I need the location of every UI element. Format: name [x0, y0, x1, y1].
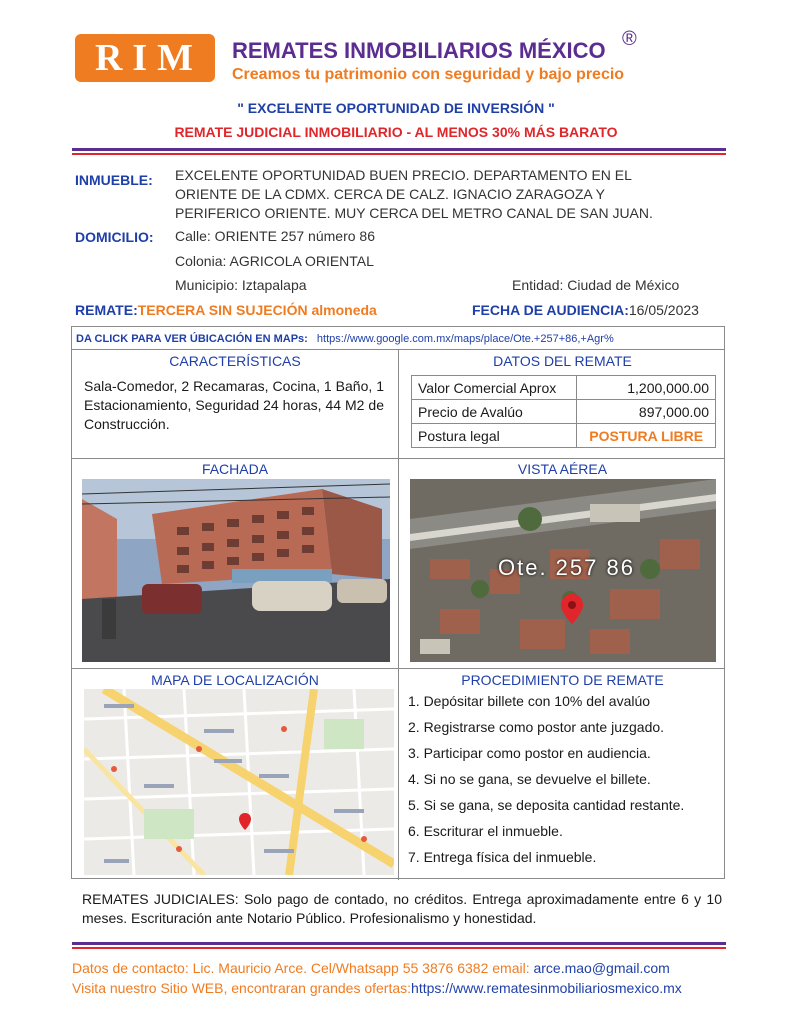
brand-tagline: Creamos tu patrimonio con seguridad y bajo precio — [232, 66, 625, 83]
procedimiento-title: PROCEDIMIENTO DE REMATE — [461, 672, 664, 688]
vista-overlay-label: Ote. 257 86 — [498, 555, 635, 580]
location-pin-icon — [561, 594, 583, 624]
headline-remate: REMATE JUDICIAL INMOBILIARIO - AL MENOS 30% MÁS BARATO — [174, 124, 618, 140]
datos-table — [411, 375, 716, 448]
remate-value: TERCERA SIN SUJECIÓN almoneda — [137, 302, 377, 318]
table-row — [412, 424, 716, 448]
fecha-value: 16/05/2023 — [628, 302, 699, 318]
domicilio-calle: Calle: ORIENTE 257 número 86 — [175, 228, 375, 244]
domicilio-colonia: Colonia: AGRICOLA ORIENTAL — [175, 253, 374, 269]
list-item: 5. Si se gana, se deposita cantidad restante. — [408, 797, 685, 813]
info-grid — [71, 326, 725, 879]
list-item: 7. Entrega física del inmueble. — [408, 849, 597, 865]
contact-email[interactable]: arce.mao@gmail.com — [533, 960, 670, 976]
procedimiento-list — [408, 693, 684, 875]
caracteristicas-text: Sala-Comedor, 2 Recamaras, Cocina, 1 Baño, 1 Estacionamiento, Seguridad 24 horas, 44 M2 de Construcción. — [84, 378, 384, 432]
inmueble-line-1: EXCELENTE OPORTUNIDAD BUEN PRECIO. DEPARTAMENTO EN EL — [175, 167, 632, 183]
map-link-row — [76, 333, 614, 345]
fachada-photo — [82, 479, 390, 662]
fecha-label: FECHA DE AUDIENCIA: — [472, 302, 629, 318]
datos-title: DATOS DEL REMATE — [493, 353, 632, 369]
fecha-row — [472, 302, 699, 318]
divider-top — [72, 148, 726, 155]
table-row — [412, 400, 716, 424]
footer-note: REMATES JUDICIALES: Solo pago de contado, no créditos. Entrega aproximadamente entre 6 y 10 meses. Escrituración ante Notario Público. Profesionalismo y honestidad. — [82, 891, 722, 926]
rim-logo: RIM — [75, 34, 215, 82]
contact-prefix: Datos de contacto: Lic. Mauricio Arce. Cel/Whatsapp 55 3876 6382 email: — [72, 960, 534, 976]
datos-label: Postura legal — [412, 424, 577, 448]
inmueble-label: INMUEBLE: — [75, 172, 153, 188]
list-item: 3. Participar como postor en audiencia. — [408, 745, 651, 761]
inmueble-line-3: PERIFERICO ORIENTE. MUY CERCA DEL METRO CANAL DE SAN JUAN. — [175, 205, 653, 221]
remate-label: REMATE: — [75, 302, 138, 318]
website-line — [72, 980, 682, 996]
inmueble-line-2: ORIENTE DE LA CDMX. CERCA DE CALZ. IGNACIO ZARAGOZA Y — [175, 186, 605, 202]
domicilio-entidad: Entidad: Ciudad de México — [512, 277, 680, 293]
list-item: 1. Depósitar billete con 10% del avalúo — [408, 693, 651, 709]
contact-line — [72, 960, 670, 976]
website-link[interactable]: https://www.rematesinmobiliariosmexico.mx — [411, 980, 682, 996]
mapa-localizacion[interactable] — [84, 689, 394, 875]
table-row — [412, 376, 716, 400]
registered-mark: ® — [622, 28, 637, 50]
datos-label: Precio de Avalúo — [412, 400, 577, 424]
domicilio-municipio: Municipio: Iztapalapa — [175, 277, 307, 293]
list-item: 4. Si no se gana, se devuelve el billete. — [408, 771, 651, 787]
map-link[interactable]: https://www.google.com.mx/maps/place/Ote.+257+86,+Agr% — [316, 333, 614, 345]
domicilio-label: DOMICILIO: — [75, 229, 154, 245]
website-prefix: Visita nuestro Sitio WEB, encontraran grandes ofertas: — [72, 980, 412, 996]
map-link-label: DA CLICK PARA VER ÚBICACIÓN EN MAPs: — [76, 333, 308, 345]
divider-bottom — [72, 942, 726, 949]
brand-title: REMATES INMOBILIARIOS MÉXICO — [232, 38, 606, 63]
vista-aerea-photo — [410, 479, 716, 662]
headline-opportunity: " EXCELENTE OPORTUNIDAD DE INVERSIÓN " — [237, 100, 555, 116]
remate-row — [75, 302, 377, 318]
datos-value-postura: POSTURA LIBRE — [577, 424, 716, 448]
datos-value: 897,000.00 — [577, 400, 716, 424]
list-item: 6. Escriturar el inmueble. — [408, 823, 563, 839]
fachada-title: FACHADA — [201, 461, 269, 477]
mapa-title: MAPA DE LOCALIZACIÓN — [151, 672, 319, 688]
list-item: 2. Registrarse como postor ante juzgado. — [408, 719, 665, 735]
datos-label: Valor Comercial Aprox — [412, 376, 577, 400]
datos-value: 1,200,000.00 — [577, 376, 716, 400]
caracteristicas-title: CARACTERÍSTICAS — [169, 353, 301, 369]
vista-title: VISTA AÉREA — [517, 461, 608, 477]
